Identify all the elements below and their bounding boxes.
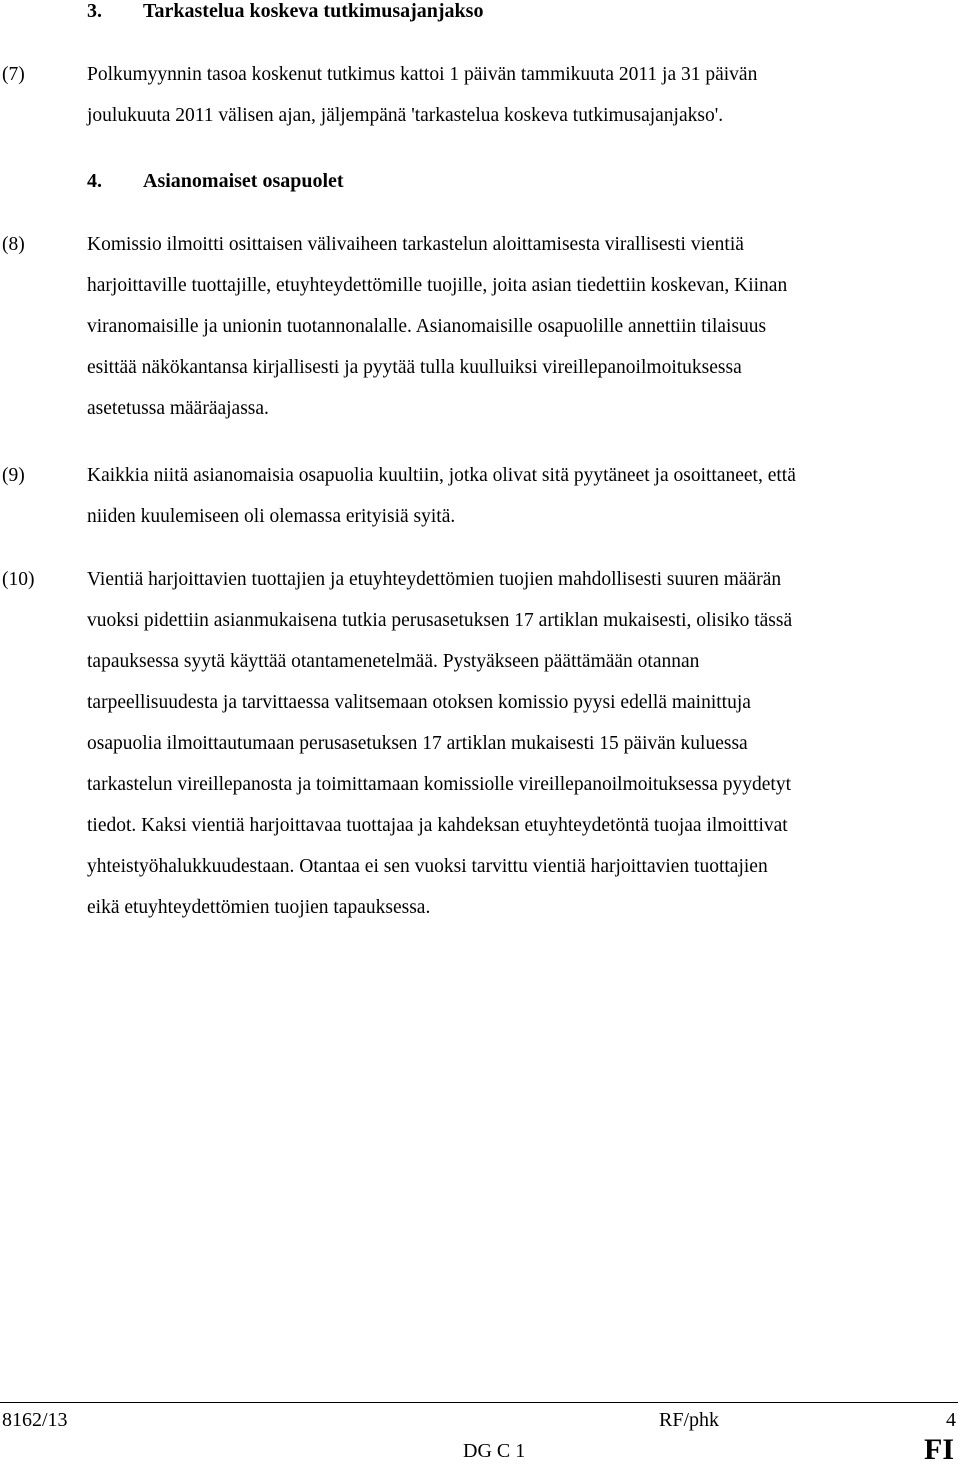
footer-page-number: 4 [946, 1409, 956, 1431]
paragraph-number: (10) [2, 569, 35, 590]
paragraph-line: vuoksi pidettiin asianmukaisena tutkia perusasetuksen 17 artiklan mukaisesti, olisiko tässä [87, 610, 793, 631]
section-number: 3. [87, 0, 102, 22]
paragraph-line: tapauksessa syytä käyttää otantamenetelmää. Pystyäkseen päättämään otannan [87, 651, 700, 672]
paragraph-line: esittää näkökantansa kirjallisesti ja pyytää tulla kuulluiksi vireillepanoilmoituksessa [87, 357, 742, 378]
paragraph-line: Komissio ilmoitti osittaisen välivaiheen tarkastelun aloittamisesta virallisesti vientiä [87, 234, 744, 255]
paragraph-line: Polkumyynnin tasoa koskenut tutkimus kattoi 1 päivän tammikuuta 2011 ja 31 päivän [87, 64, 758, 85]
section-title: Tarkastelua koskeva tutkimusajanjakso [143, 0, 484, 22]
footer-divider [0, 1402, 958, 1403]
paragraph-line: joulukuuta 2011 välisen ajan, jäljempänä 'tarkastelua koskeva tutkimusajanjakso'. [87, 105, 724, 126]
paragraph-line: tarkastelun vireillepanosta ja toimittamaan komissiolle vireillepanoilmoituksessa pyydetyt [87, 774, 792, 795]
paragraph-line: harjoittaville tuottajille, etuyhteydettömille tuojille, joita asian tiedettiin koskevan, Kiinan [87, 275, 788, 296]
footer-initials: RF/phk [659, 1409, 720, 1431]
paragraph-number: (8) [2, 234, 25, 255]
paragraph-line: niiden kuulemiseen oli olemassa erityisiä syitä. [87, 506, 456, 527]
paragraph-line: tiedot. Kaksi vientiä harjoittavaa tuottajaa ja kahdeksan etuyhteydetöntä tuojaa ilmoittivat [87, 815, 788, 836]
section-title: Asianomaiset osapuolet [143, 170, 344, 192]
paragraph-line: tarpeellisuudesta ja tarvittaessa valitsemaan otoksen komissio pyysi edellä mainittuja [87, 692, 751, 713]
paragraph-line: yhteistyöhalukkuudestaan. Otantaa ei sen vuoksi tarvittu vientiä harjoittavien tuottajien [87, 856, 768, 877]
paragraph-line: viranomaisille ja unionin tuotannonalalle. Asianomaisille osapuolille annettiin tilaisuus [87, 316, 767, 337]
paragraph-line: asetetussa määräajassa. [87, 398, 269, 419]
footer-directorate: DG C 1 [463, 1440, 526, 1462]
paragraph-line: Kaikkia niitä asianomaisia osapuolia kuultiin, jotka olivat sitä pyytäneet ja osoittaneet, että [87, 465, 796, 486]
paragraph-line: osapuolia ilmoittautumaan perusasetuksen 17 artiklan mukaisesti 15 päivän kuluessa [87, 733, 748, 754]
paragraph-line: Vientiä harjoittavien tuottajien ja etuyhteydettömien tuojien mahdollisesti suuren määrän [87, 569, 782, 590]
paragraph-number: (7) [2, 64, 25, 85]
footer-document-reference: 8162/13 [2, 1409, 68, 1431]
section-number: 4. [87, 170, 102, 192]
paragraph-line: eikä etuyhteydettömien tuojien tapauksessa. [87, 897, 431, 918]
paragraph-number: (9) [2, 465, 25, 486]
footer-language-code: FI [924, 1433, 954, 1466]
